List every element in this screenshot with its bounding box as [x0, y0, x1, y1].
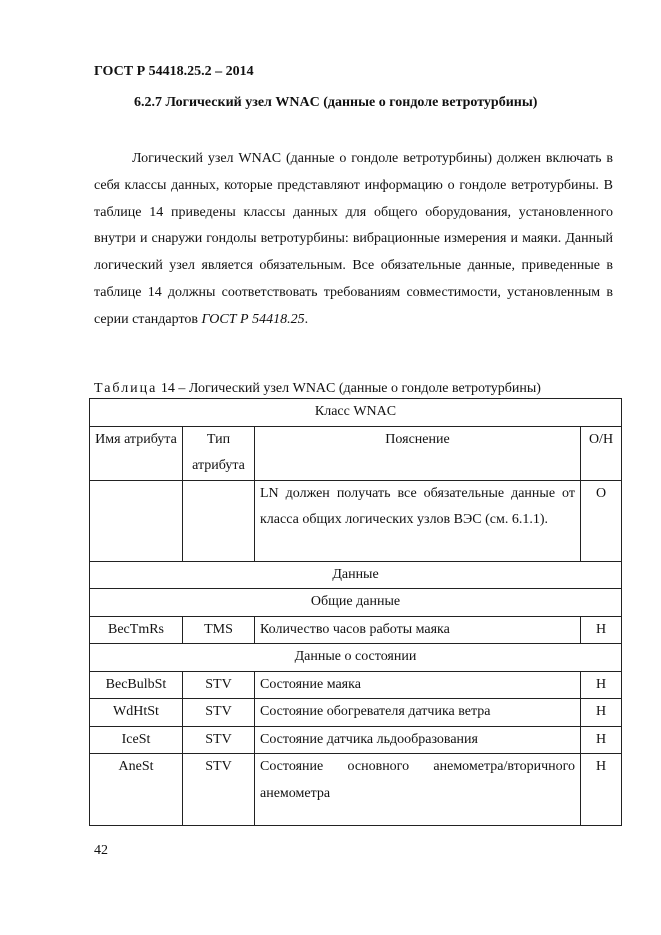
caption-prefix: Таблица	[94, 381, 158, 396]
table-row	[90, 616, 622, 644]
attr-type: STV	[183, 726, 255, 754]
ln-type-cell	[183, 480, 255, 561]
page-number: 42	[94, 843, 108, 858]
attr-name: BecTmRs	[90, 616, 183, 644]
paragraph-end: .	[304, 311, 309, 327]
body-paragraph	[94, 146, 613, 334]
document-header: ГОСТ Р 54418.25.2 – 2014	[94, 64, 254, 79]
table-caption	[94, 381, 541, 397]
section-common-row: Общие данные	[90, 589, 622, 617]
attr-mo: Н	[581, 726, 622, 754]
attr-description: Состояние обогревателя датчика ветра	[255, 699, 581, 727]
ln-name-cell	[90, 480, 183, 561]
paragraph-text: Логический узел WNAC (данные о гондоле ветротурбины) должен включать в себя классы данных, которые представляют информацию о гондоле ветротурбины. В таблице 14 приведены классы данных для общего оборудования, установленного внутри и снаружи гондолы ветротурбины: вибрационные измерения и маяки. Данный логический узел является обязательным. Все обязательные данные, приведенные в таблице 14 должны соответствовать требованиям совместимости, установленным в серии стандартов	[94, 151, 613, 327]
ln-description-cell: LN должен получать все обязательные данные от класса общих логических узлов ВЭС (см. 6.1.1).	[255, 480, 581, 561]
header-name: Имя атрибута	[90, 426, 183, 480]
table-row	[90, 726, 622, 754]
section-status-row: Данные о состоянии	[90, 644, 622, 672]
paragraph-reference: ГОСТ Р 54418.25	[201, 311, 305, 327]
table-row	[90, 754, 622, 826]
header-description: Пояснение	[255, 426, 581, 480]
attr-type: STV	[183, 754, 255, 826]
attr-description: Состояние маяка	[255, 671, 581, 699]
attr-type: STV	[183, 699, 255, 727]
attr-mo: Н	[581, 616, 622, 644]
attr-mo: Н	[581, 754, 622, 826]
table-row	[90, 671, 622, 699]
attr-description: Состояние датчика льдообразования	[255, 726, 581, 754]
attr-name: IceSt	[90, 726, 183, 754]
section-data-row: Данные	[90, 561, 622, 589]
attr-mo: Н	[581, 671, 622, 699]
class-title-cell: Класс WNAC	[90, 399, 622, 427]
attr-description: Состояние основного анемометра/вторичного анемометра	[255, 754, 581, 826]
ln-mo-cell: О	[581, 480, 622, 561]
attr-type: TMS	[183, 616, 255, 644]
attr-name: BecBulbSt	[90, 671, 183, 699]
caption-rest: 14 – Логический узел WNAC (данные о гондоле ветротурбины)	[157, 381, 541, 396]
attr-mo: Н	[581, 699, 622, 727]
attributes-table	[89, 398, 622, 826]
attr-type: STV	[183, 671, 255, 699]
section-title: 6.2.7 Логический узел WNAC (данные о гондоле ветротурбины)	[134, 95, 538, 110]
attr-description: Количество часов работы маяка	[255, 616, 581, 644]
attr-name: WdHtSt	[90, 699, 183, 727]
attr-name: AneSt	[90, 754, 183, 826]
header-mo: О/Н	[581, 426, 622, 480]
header-type: Тип атрибута	[183, 426, 255, 480]
table-row	[90, 699, 622, 727]
